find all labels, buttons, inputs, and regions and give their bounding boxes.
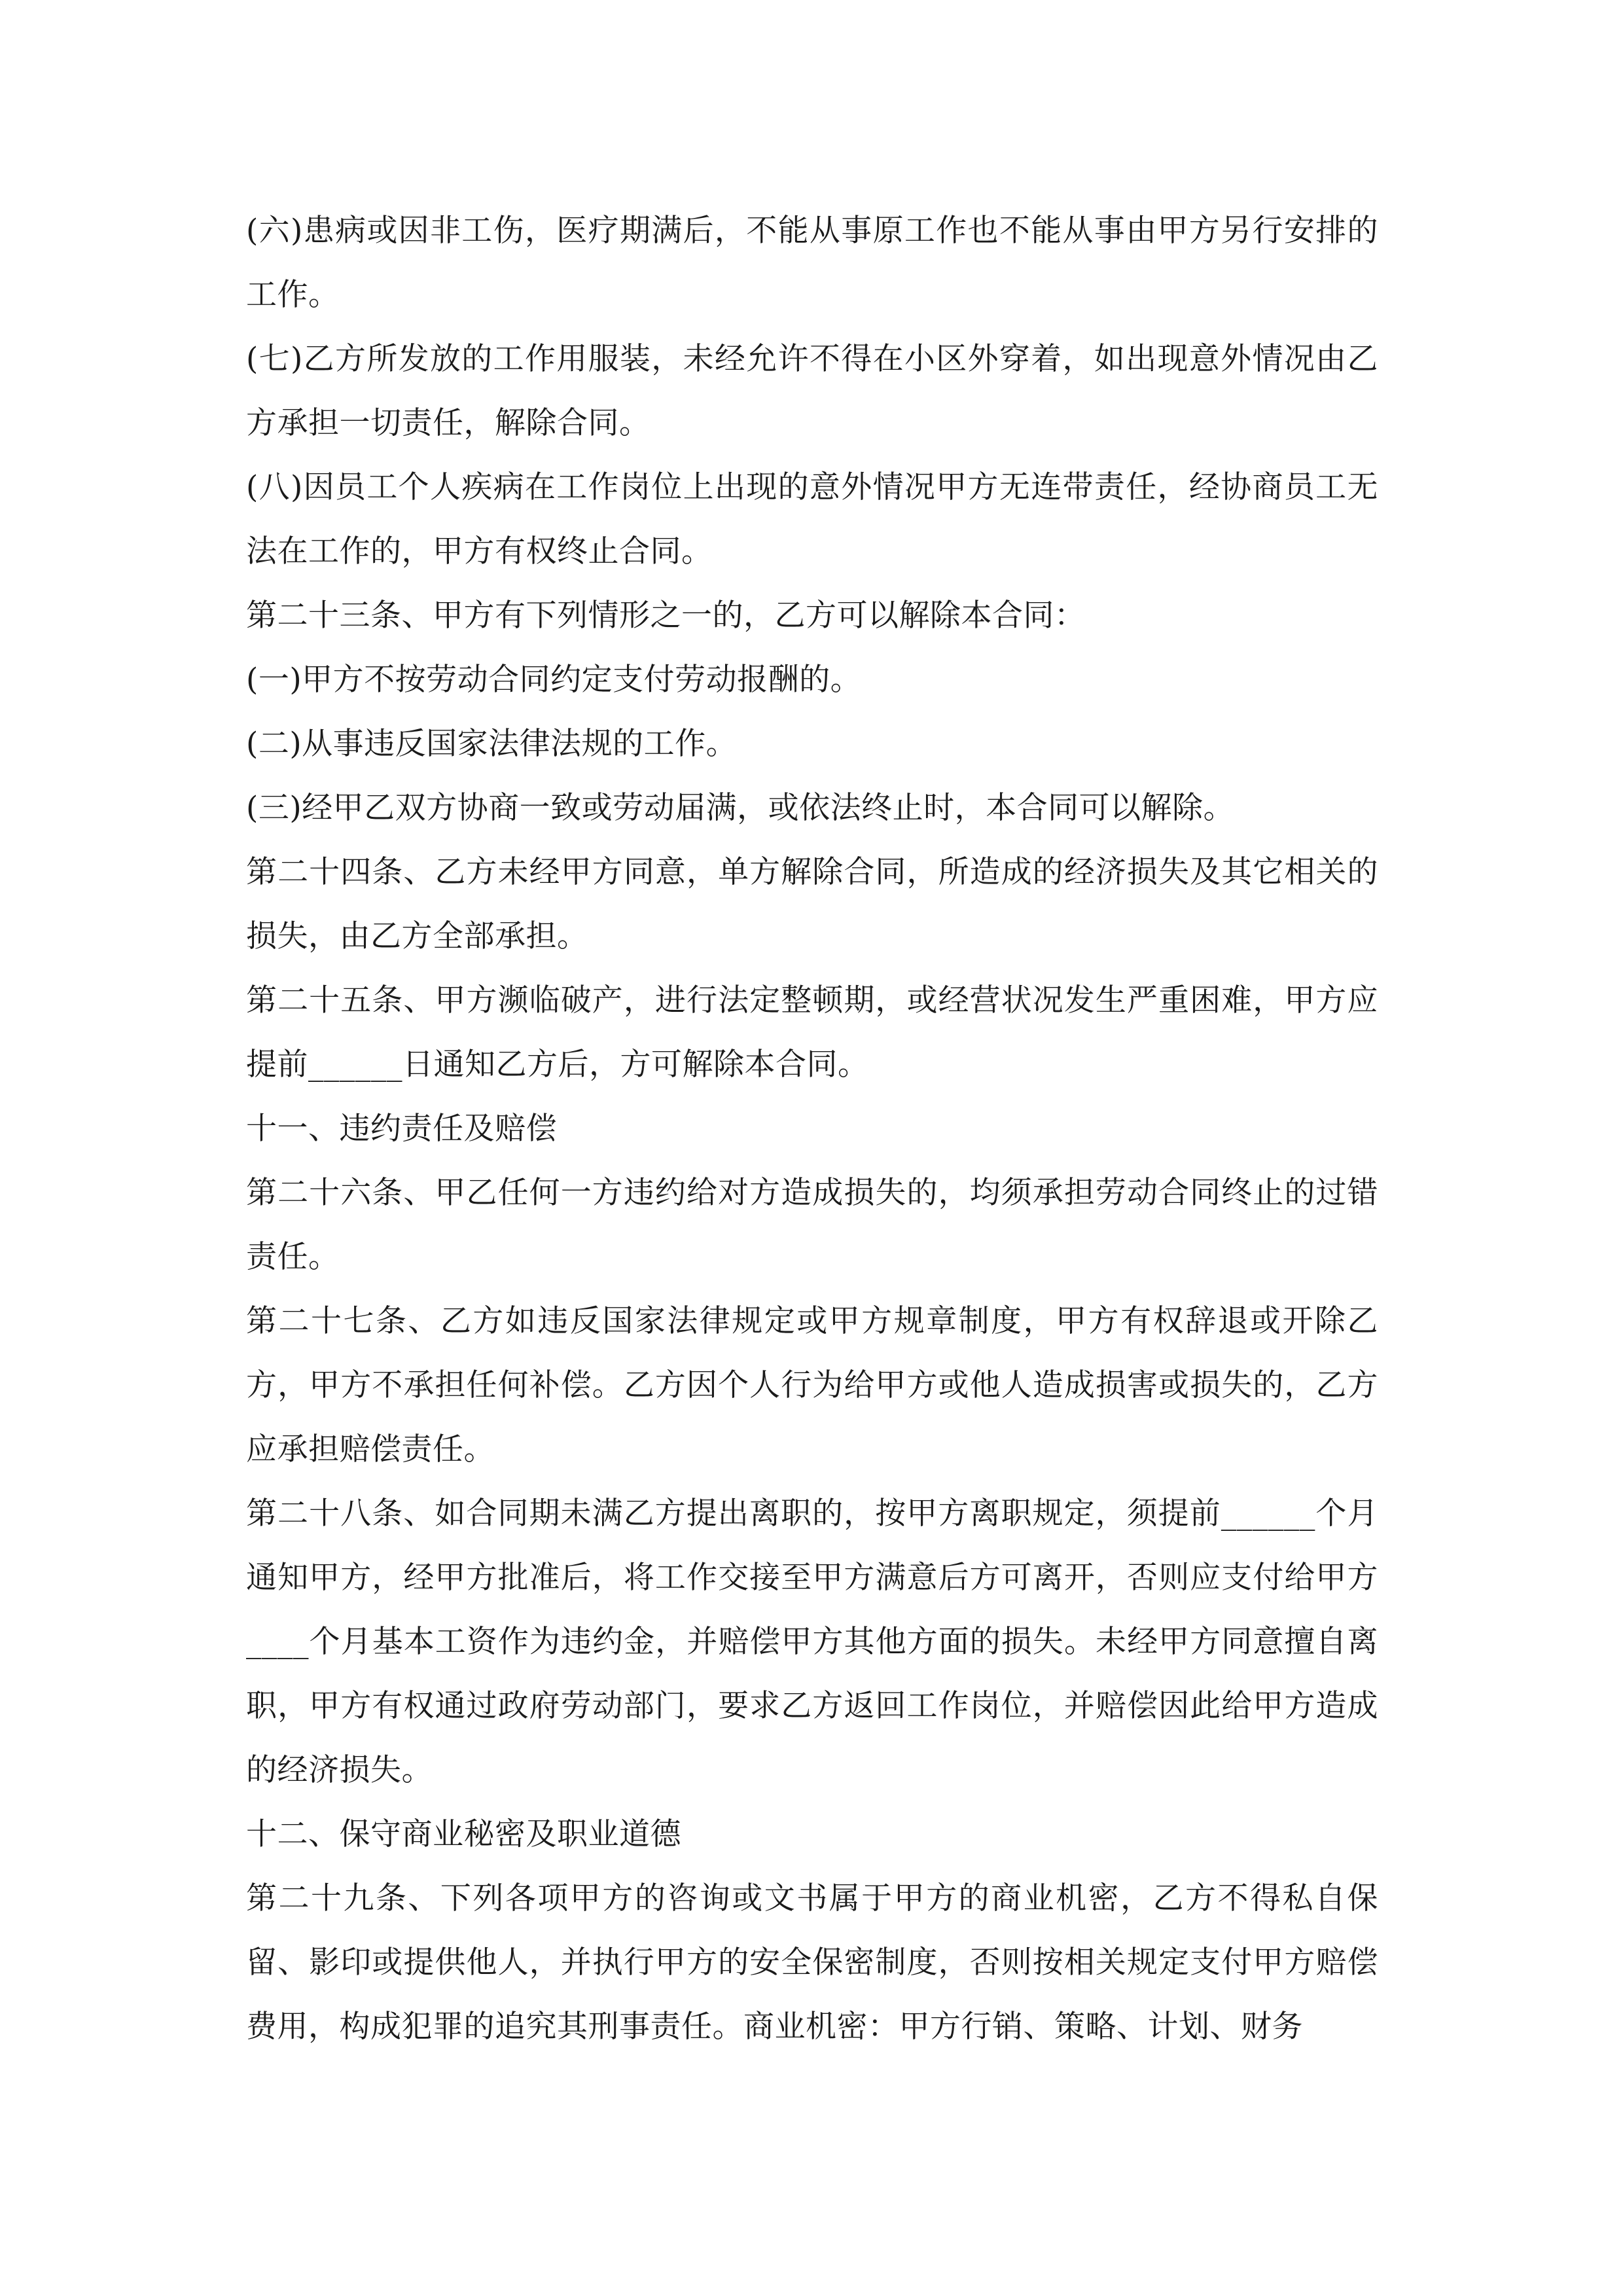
article-23-item-2: (二)从事违反国家法律法规的工作。: [246, 726, 738, 762]
article-23-item-1: (一)甲方不按劳动合同约定支付劳动报酬的。: [246, 662, 862, 698]
article-23-heading: 第二十三条、甲方有下列情形之一的，乙方可以解除本合同：: [246, 598, 1086, 634]
article-27: 第二十七条、乙方如违反国家法律规定或甲方规章制度，甲方有权辞退或开除乙方，甲方不承担任何补偿。乙方因个人行为给甲方或他人造成损害或损失的，乙方应承担赔偿责任。: [246, 1303, 1378, 1467]
article-29: 第二十九条、下列各项甲方的咨询或文书属于甲方的商业机密，乙方不得私自保留、影印或提供他人，并执行甲方的安全保密制度，否则按相关规定支付甲方赔偿费用，构成犯罪的追究其刑事责任。商业机密：甲方行销、策略、计划、财务: [246, 1880, 1378, 2045]
section-12-heading: 十二、保守商业秘密及职业道德: [246, 1816, 681, 1852]
clause-8-personal-illness: (八)因员工个人疾病在工作岗位上出现的意外情况甲方无连带责任，经协商员工无法在工作的，甲方有权终止合同。: [246, 469, 1378, 569]
article-26: 第二十六条、甲乙任何一方违约给对方造成损失的，均须承担劳动合同终止的过错责任。: [246, 1175, 1378, 1275]
article-25: 第二十五条、甲方濒临破产，进行法定整顿期，或经营状况发生严重困难，甲方应提前______日通知乙方后，方可解除本合同。: [246, 982, 1378, 1083]
article-23-item-3: (三)经甲乙双方协商一致或劳动届满，或依法终止时，本合同可以解除。: [246, 790, 1235, 826]
clause-7-uniform: (七)乙方所发放的工作用服装，未经允许不得在小区外穿着，如出现意外情况由乙方承担一切责任，解除合同。: [246, 341, 1378, 441]
clause-6-illness: (六)患病或因非工伤，医疗期满后，不能从事原工作也不能从事由甲方另行安排的工作。: [246, 213, 1378, 313]
article-24: 第二十四条、乙方未经甲方同意，单方解除合同，所造成的经济损失及其它相关的损失，由乙方全部承担。: [246, 854, 1378, 954]
document-page: [246, 199, 1378, 2059]
section-11-heading: 十一、违约责任及赔偿: [246, 1111, 557, 1147]
article-28: 第二十八条、如合同期未满乙方提出离职的，按甲方离职规定，须提前______个月通知甲方，经甲方批准后，将工作交接至甲方满意后方可离开，否则应支付给甲方____个月基本工资作为违约金，并赔偿甲方其他方面的损失。未经甲方同意擅自离职，甲方有权通过政府劳动部门，要求乙方返回工作岗位，并赔偿因此给甲方造成的经济损失。: [246, 1496, 1378, 1788]
